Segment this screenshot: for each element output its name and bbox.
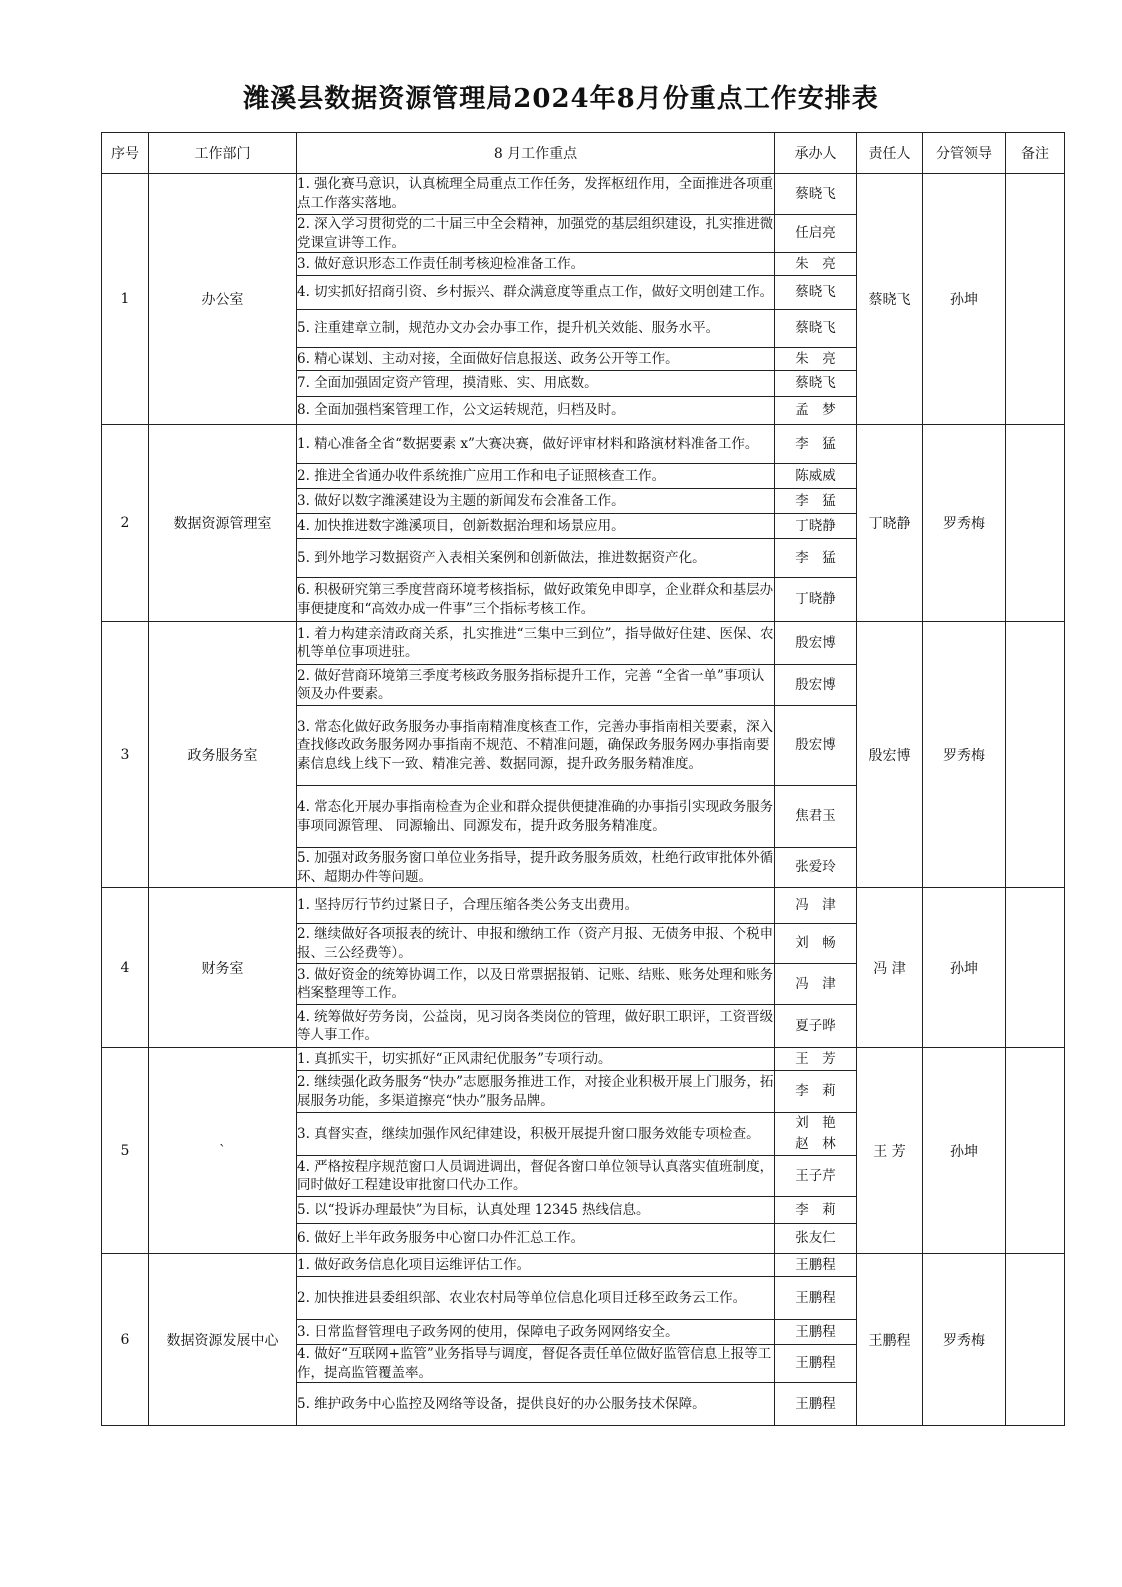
table-row — [102, 425, 1065, 464]
responsible-person: 殷宏博 — [857, 622, 923, 888]
handler-name: 殷宏博 — [795, 634, 836, 651]
handler-name: 王鹏程 — [795, 1323, 836, 1340]
handler-cell — [775, 397, 857, 425]
handler-name: 张友仁 — [795, 1230, 836, 1247]
sequence-number: 1 — [102, 174, 149, 425]
handler-name: 张爱玲 — [795, 859, 836, 876]
handler-cell — [775, 1113, 857, 1156]
handler-cell — [775, 1345, 857, 1383]
handler-name: 陈威威 — [795, 467, 836, 484]
handler-cell — [775, 253, 857, 276]
handler-name: 王鹏程 — [795, 1289, 836, 1306]
task-description: 6. 精心谋划、主动对接，全面做好信息报送、政务公开等工作。 — [297, 348, 775, 371]
handler-name: 焦君玉 — [795, 808, 836, 825]
task-description: 8. 全面加强档案管理工作，公文运转规范，归档及时。 — [297, 397, 775, 425]
responsible-person: 蔡晓飞 — [857, 174, 923, 425]
remarks — [1006, 174, 1065, 425]
task-description: 3. 真督实查，继续加强作风纪律建设，积极开展提升窗口服务效能专项检查。 — [297, 1113, 775, 1156]
task-description: 3. 日常监督管理电子政务网的使用，保障电子政务网网络安全。 — [297, 1320, 775, 1345]
task-description: 3. 做好意识形态工作责任制考核迎检准备工作。 — [297, 253, 775, 276]
handler-name: 殷宏博 — [795, 737, 836, 754]
task-description: 2. 深入学习贯彻党的二十届三中全会精神，加强党的基层组织建设，扎实推进微党课宣讲等工作。 — [297, 215, 775, 253]
handler-cell — [775, 1277, 857, 1320]
handler-cell — [775, 622, 857, 665]
handler-cell — [775, 276, 857, 310]
handler-name: 王子芹 — [795, 1167, 836, 1184]
remarks — [1006, 1048, 1065, 1254]
task-description: 5. 注重建章立制，规范办文办会办事工作，提升机关效能、服务水平。 — [297, 310, 775, 348]
handler-name: 李 猛 — [795, 492, 836, 509]
department-name: 政务服务室 — [149, 622, 297, 888]
task-description: 1. 着力构建亲清政商关系，扎实推进“三集中三到位”，指导做好住建、医保、农机等单位事项进驻。 — [297, 622, 775, 665]
header-leader: 分管领导 — [923, 133, 1006, 174]
handler-name: 赵 林 — [795, 1136, 836, 1153]
task-description: 3. 做好资金的统筹协调工作，以及日常票据报销、记账、结账、账务处理和账务档案整理等工作。 — [297, 964, 775, 1005]
task-description: 2. 推进全省通办收件系统推广应用工作和电子证照核查工作。 — [297, 464, 775, 489]
handler-name: 蔡晓飞 — [795, 185, 836, 202]
header-seq: 序号 — [102, 133, 149, 174]
handler-name: 李 猛 — [795, 549, 836, 566]
remarks — [1006, 1254, 1065, 1426]
handler-name: 朱 亮 — [795, 350, 836, 367]
department-name: ` — [149, 1048, 297, 1254]
handler-name: 李 猛 — [795, 435, 836, 452]
task-description: 6. 做好上半年政务服务中心窗口办件汇总工作。 — [297, 1224, 775, 1254]
responsible-person: 丁晓静 — [857, 425, 923, 622]
task-description: 5. 加强对政务服务窗口单位业务指导，提升政务服务质效，杜绝行政审批体外循环、超期办件等问题。 — [297, 848, 775, 888]
task-description: 4. 统筹做好劳务岗，公益岗，见习岗各类岗位的管理，做好职工职评，工资晋级等人事工作。 — [297, 1005, 775, 1048]
responsible-person: 王 芳 — [857, 1048, 923, 1254]
handler-name: 丁晓静 — [795, 517, 836, 534]
sequence-number: 6 — [102, 1254, 149, 1426]
table-row — [102, 888, 1065, 924]
handler-cell — [775, 1071, 857, 1113]
handler-cell — [775, 665, 857, 706]
table-row — [102, 1048, 1065, 1071]
handler-cell — [775, 1156, 857, 1197]
sequence-number: 4 — [102, 888, 149, 1048]
header-dept: 工作部门 — [149, 133, 297, 174]
header-note: 备注 — [1006, 133, 1065, 174]
task-description: 2. 加快推进县委组织部、农业农村局等单位信息化项目迁移至政务云工作。 — [297, 1277, 775, 1320]
handler-name: 冯 津 — [795, 897, 836, 914]
handler-name: 王鹏程 — [795, 1355, 836, 1372]
task-description: 4. 严格按程序规范窗口人员调进调出，督促各窗口单位领导认真落实值班制度，同时做好工程建设审批窗口代办工作。 — [297, 1156, 775, 1197]
supervising-leader: 孙坤 — [923, 174, 1006, 425]
handler-cell — [775, 1254, 857, 1277]
handler-cell — [775, 924, 857, 964]
handler-cell — [775, 215, 857, 253]
work-plan-table — [101, 132, 1065, 1426]
handler-cell — [775, 578, 857, 622]
handler-cell — [775, 1005, 857, 1048]
document-title: 潍溪县数据资源管理局2024年8月份重点工作安排表 — [243, 84, 879, 114]
task-description: 3. 做好以数字潍溪建设为主题的新闻发布会准备工作。 — [297, 489, 775, 514]
handler-name: 刘 畅 — [795, 935, 836, 952]
task-description: 4. 切实抓好招商引资、乡村振兴、群众满意度等重点工作，做好文明创建工作。 — [297, 276, 775, 310]
handler-cell — [775, 964, 857, 1005]
supervising-leader: 罗秀梅 — [923, 1254, 1006, 1426]
sequence-number: 3 — [102, 622, 149, 888]
handler-cell — [775, 348, 857, 371]
header-row — [102, 133, 1065, 174]
header-handler: 承办人 — [775, 133, 857, 174]
task-description: 2. 做好营商环境第三季度考核政务服务指标提升工作，完善 “全省一单”事项认领及办件要素。 — [297, 665, 775, 706]
remarks — [1006, 622, 1065, 888]
handler-name: 任启亮 — [795, 225, 836, 242]
handler-cell — [775, 786, 857, 848]
sequence-number: 2 — [102, 425, 149, 622]
handler-name: 朱 亮 — [795, 255, 836, 272]
handler-name: 蔡晓飞 — [795, 375, 836, 392]
task-description: 3. 常态化做好政务服务办事指南精准度核查工作，完善办事指南相关要素，深入查找修改政务服务网办事指南不规范、不精准问题，确保政务服务网办事指南要素信息线上线下一致、精准完善、数据同源，提升政务服务精准度。 — [297, 706, 775, 786]
handler-name: 蔡晓飞 — [795, 320, 836, 337]
handler-cell — [775, 1224, 857, 1254]
handler-cell — [775, 1320, 857, 1345]
task-description: 1. 做好政务信息化项目运维评估工作。 — [297, 1254, 775, 1277]
handler-name: 殷宏博 — [795, 676, 836, 693]
department-name: 办公室 — [149, 174, 297, 425]
handler-cell — [775, 706, 857, 786]
handler-name: 李 莉 — [795, 1201, 836, 1218]
table-row — [102, 1254, 1065, 1277]
responsible-person: 冯 津 — [857, 888, 923, 1048]
handler-cell — [775, 1383, 857, 1426]
handler-cell — [775, 464, 857, 489]
handler-name: 刘 艳 — [795, 1115, 836, 1132]
handler-name: 蔡晓飞 — [795, 284, 836, 301]
handler-cell — [775, 489, 857, 514]
handler-name: 冯 津 — [795, 975, 836, 992]
supervising-leader: 罗秀梅 — [923, 622, 1006, 888]
handler-cell — [775, 310, 857, 348]
task-description: 5. 以“投诉办理最快”为目标，认真处理 12345 热线信息。 — [297, 1197, 775, 1224]
handler-cell — [775, 174, 857, 215]
supervising-leader: 罗秀梅 — [923, 425, 1006, 622]
sequence-number: 5 — [102, 1048, 149, 1254]
task-description: 6. 积极研究第三季度营商环境考核指标，做好政策免申即享，企业群众和基层办事便捷度和“高效办成一件事”三个指标考核工作。 — [297, 578, 775, 622]
task-description: 5. 到外地学习数据资产入表相关案例和创新做法，推进数据资产化。 — [297, 539, 775, 578]
responsible-person: 王鹏程 — [857, 1254, 923, 1426]
task-description: 4. 做好“互联网+监管”业务指导与调度，督促各责任单位做好监管信息上报等工作，提高监管覆盖率。 — [297, 1345, 775, 1383]
department-name: 数据资源发展中心 — [149, 1254, 297, 1426]
handler-name: 王鹏程 — [795, 1256, 836, 1273]
supervising-leader: 孙坤 — [923, 1048, 1006, 1254]
handler-name: 王 芳 — [795, 1050, 836, 1067]
task-description: 2. 继续做好各项报表的统计、申报和缴纳工作（资产月报、无债务申报、个税申报、三公经费等）。 — [297, 924, 775, 964]
task-description: 2. 继续强化政务服务“快办”志愿服务推进工作，对接企业积极开展上门服务，拓展服务功能，多渠道擦亮“快办”服务品牌。 — [297, 1071, 775, 1113]
handler-cell — [775, 371, 857, 397]
task-description: 4. 加快推进数字潍溪项目，创新数据治理和场景应用。 — [297, 514, 775, 539]
department-name: 数据资源管理室 — [149, 425, 297, 622]
handler-cell — [775, 1048, 857, 1071]
task-description: 1. 坚持厉行节约过紧日子，合理压缩各类公务支出费用。 — [297, 888, 775, 924]
handler-name: 王鹏程 — [795, 1395, 836, 1412]
handler-cell — [775, 848, 857, 888]
handler-cell — [775, 425, 857, 464]
task-description: 1. 精心准备全省“数据要素 x”大赛决赛，做好评审材料和路演材料准备工作。 — [297, 425, 775, 464]
handler-name: 丁晓静 — [795, 591, 836, 608]
table-row — [102, 174, 1065, 215]
remarks — [1006, 425, 1065, 622]
handler-name: 李 莉 — [795, 1083, 836, 1100]
task-description: 1. 强化赛马意识，认真梳理全局重点工作任务，发挥枢纽作用，全面推进各项重点工作落实落地。 — [297, 174, 775, 215]
header-responsible: 责任人 — [857, 133, 923, 174]
header-task: 8 月工作重点 — [297, 133, 775, 174]
handler-name: 夏子晔 — [795, 1017, 836, 1034]
handler-cell — [775, 514, 857, 539]
table-row — [102, 622, 1065, 665]
table-body — [102, 174, 1065, 1426]
remarks — [1006, 888, 1065, 1048]
handler-cell — [775, 539, 857, 578]
task-description: 4. 常态化开展办事指南检查为企业和群众提供便捷准确的办事指引实现政务服务事项同源管理、 同源输出、同源发布，提升政务服务精准度。 — [297, 786, 775, 848]
supervising-leader: 孙坤 — [923, 888, 1006, 1048]
handler-cell — [775, 888, 857, 924]
department-name: 财务室 — [149, 888, 297, 1048]
handler-name: 孟 梦 — [795, 402, 836, 419]
task-description: 1. 真抓实干，切实抓好“正风肃纪优服务”专项行动。 — [297, 1048, 775, 1071]
task-description: 5. 维护政务中心监控及网络等设备，提供良好的办公服务技术保障。 — [297, 1383, 775, 1426]
handler-cell — [775, 1197, 857, 1224]
task-description: 7. 全面加强固定资产管理，摸清账、实、用底数。 — [297, 371, 775, 397]
